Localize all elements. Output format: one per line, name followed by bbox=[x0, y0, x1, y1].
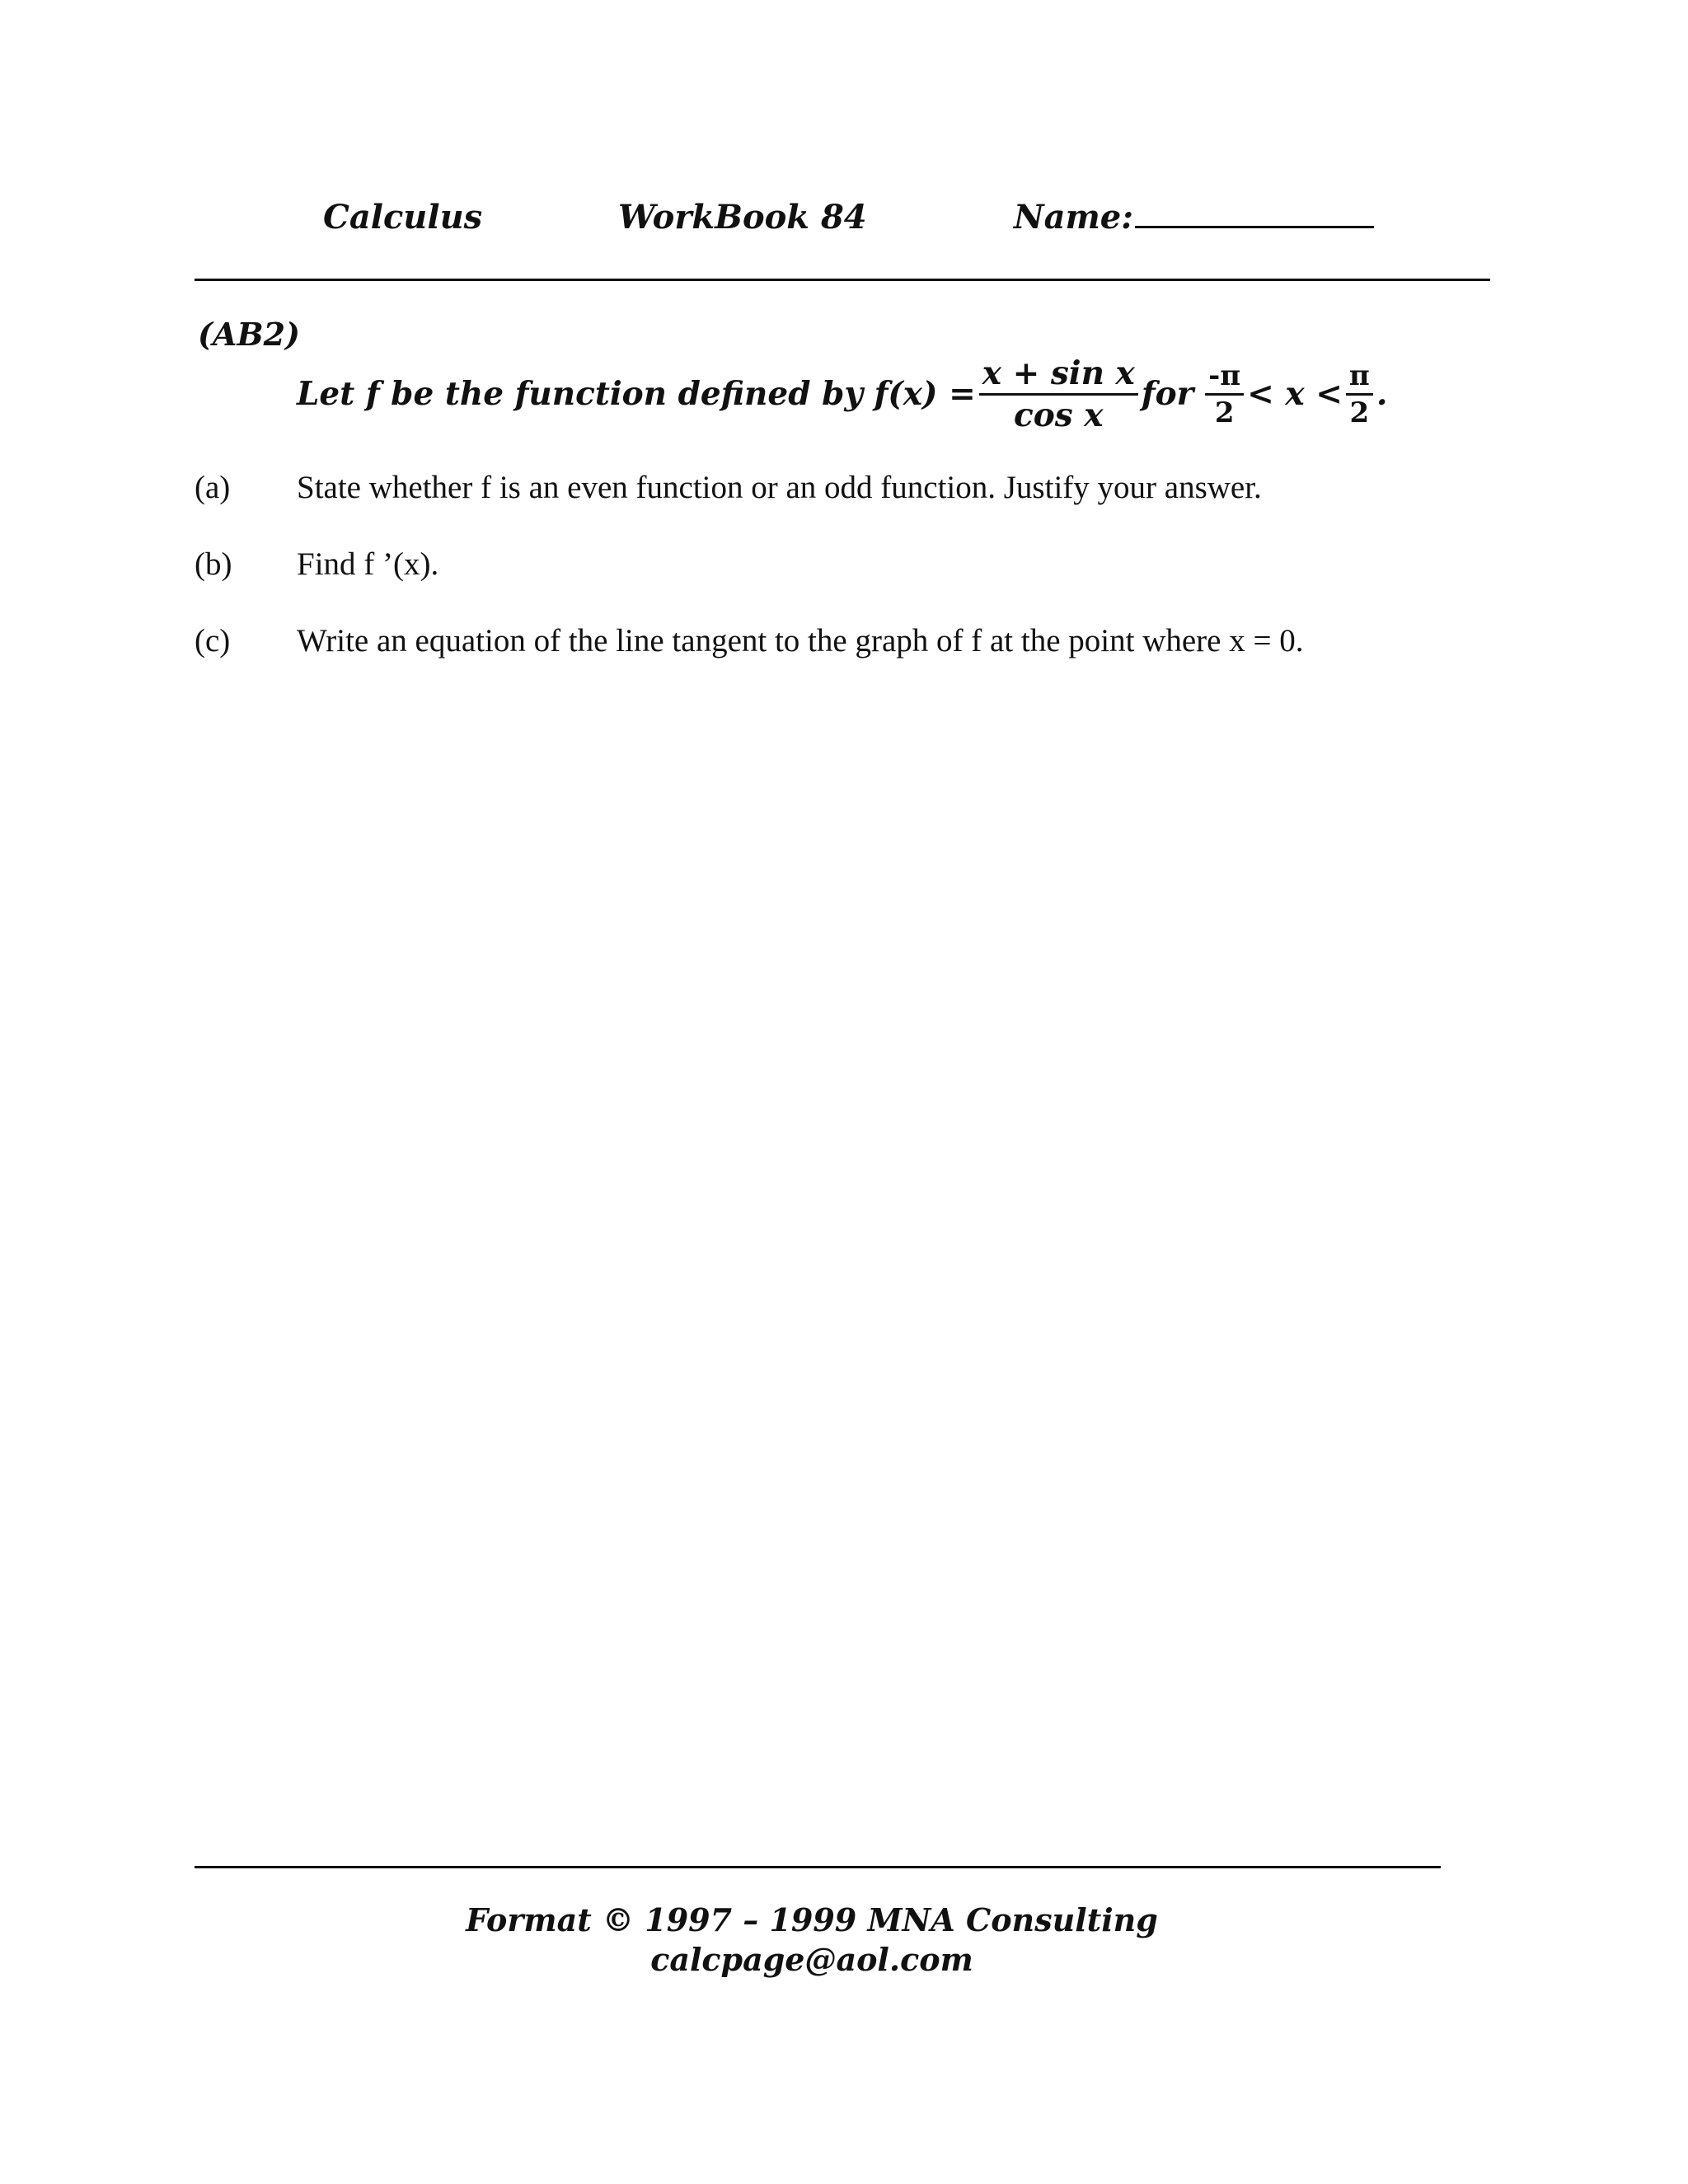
workbook-title: WorkBook 84 bbox=[618, 198, 867, 237]
problem-label: (AB2) bbox=[198, 316, 301, 353]
part-letter: (c) bbox=[195, 623, 231, 658]
for-word: for bbox=[1141, 375, 1194, 413]
name-blank-line bbox=[1135, 194, 1374, 228]
statement-end: . bbox=[1376, 375, 1388, 413]
part-text: Find f ’(x). bbox=[297, 546, 439, 582]
footer-divider bbox=[195, 1866, 1441, 1868]
part-text: Write an equation of the line tangent to the graph of f at the point where x = 0. bbox=[297, 623, 1304, 658]
upper-bound-numerator: π bbox=[1346, 360, 1373, 396]
footer-email: calcpage@aol.com bbox=[650, 1941, 973, 1978]
upper-bound-denominator: 2 bbox=[1349, 396, 1370, 429]
upper-bound-fraction bbox=[1346, 360, 1373, 429]
lower-bound-denominator: 2 bbox=[1214, 396, 1235, 429]
name-field bbox=[1014, 194, 1374, 241]
name-label: Name: bbox=[1014, 198, 1134, 237]
function-fraction bbox=[979, 355, 1138, 434]
problem-statement bbox=[297, 353, 1387, 435]
statement-intro: Let f be the function defined by f(x) = bbox=[297, 375, 976, 413]
inequality-middle: < x < bbox=[1247, 375, 1343, 413]
lower-bound-numerator: -π bbox=[1205, 360, 1244, 396]
fraction-denominator: cos x bbox=[1014, 396, 1104, 434]
part-letter: (b) bbox=[195, 546, 232, 582]
lower-bound-fraction bbox=[1205, 360, 1244, 429]
header-divider bbox=[195, 279, 1490, 281]
footer-copyright: Format © 1997 – 1999 MNA Consulting bbox=[466, 1901, 1158, 1938]
fraction-numerator: x + sin x bbox=[979, 355, 1138, 396]
part-letter: (a) bbox=[195, 470, 231, 505]
course-title: Calculus bbox=[323, 198, 483, 237]
part-text: State whether f is an even function or an odd function. Justify your answer. bbox=[297, 470, 1262, 505]
